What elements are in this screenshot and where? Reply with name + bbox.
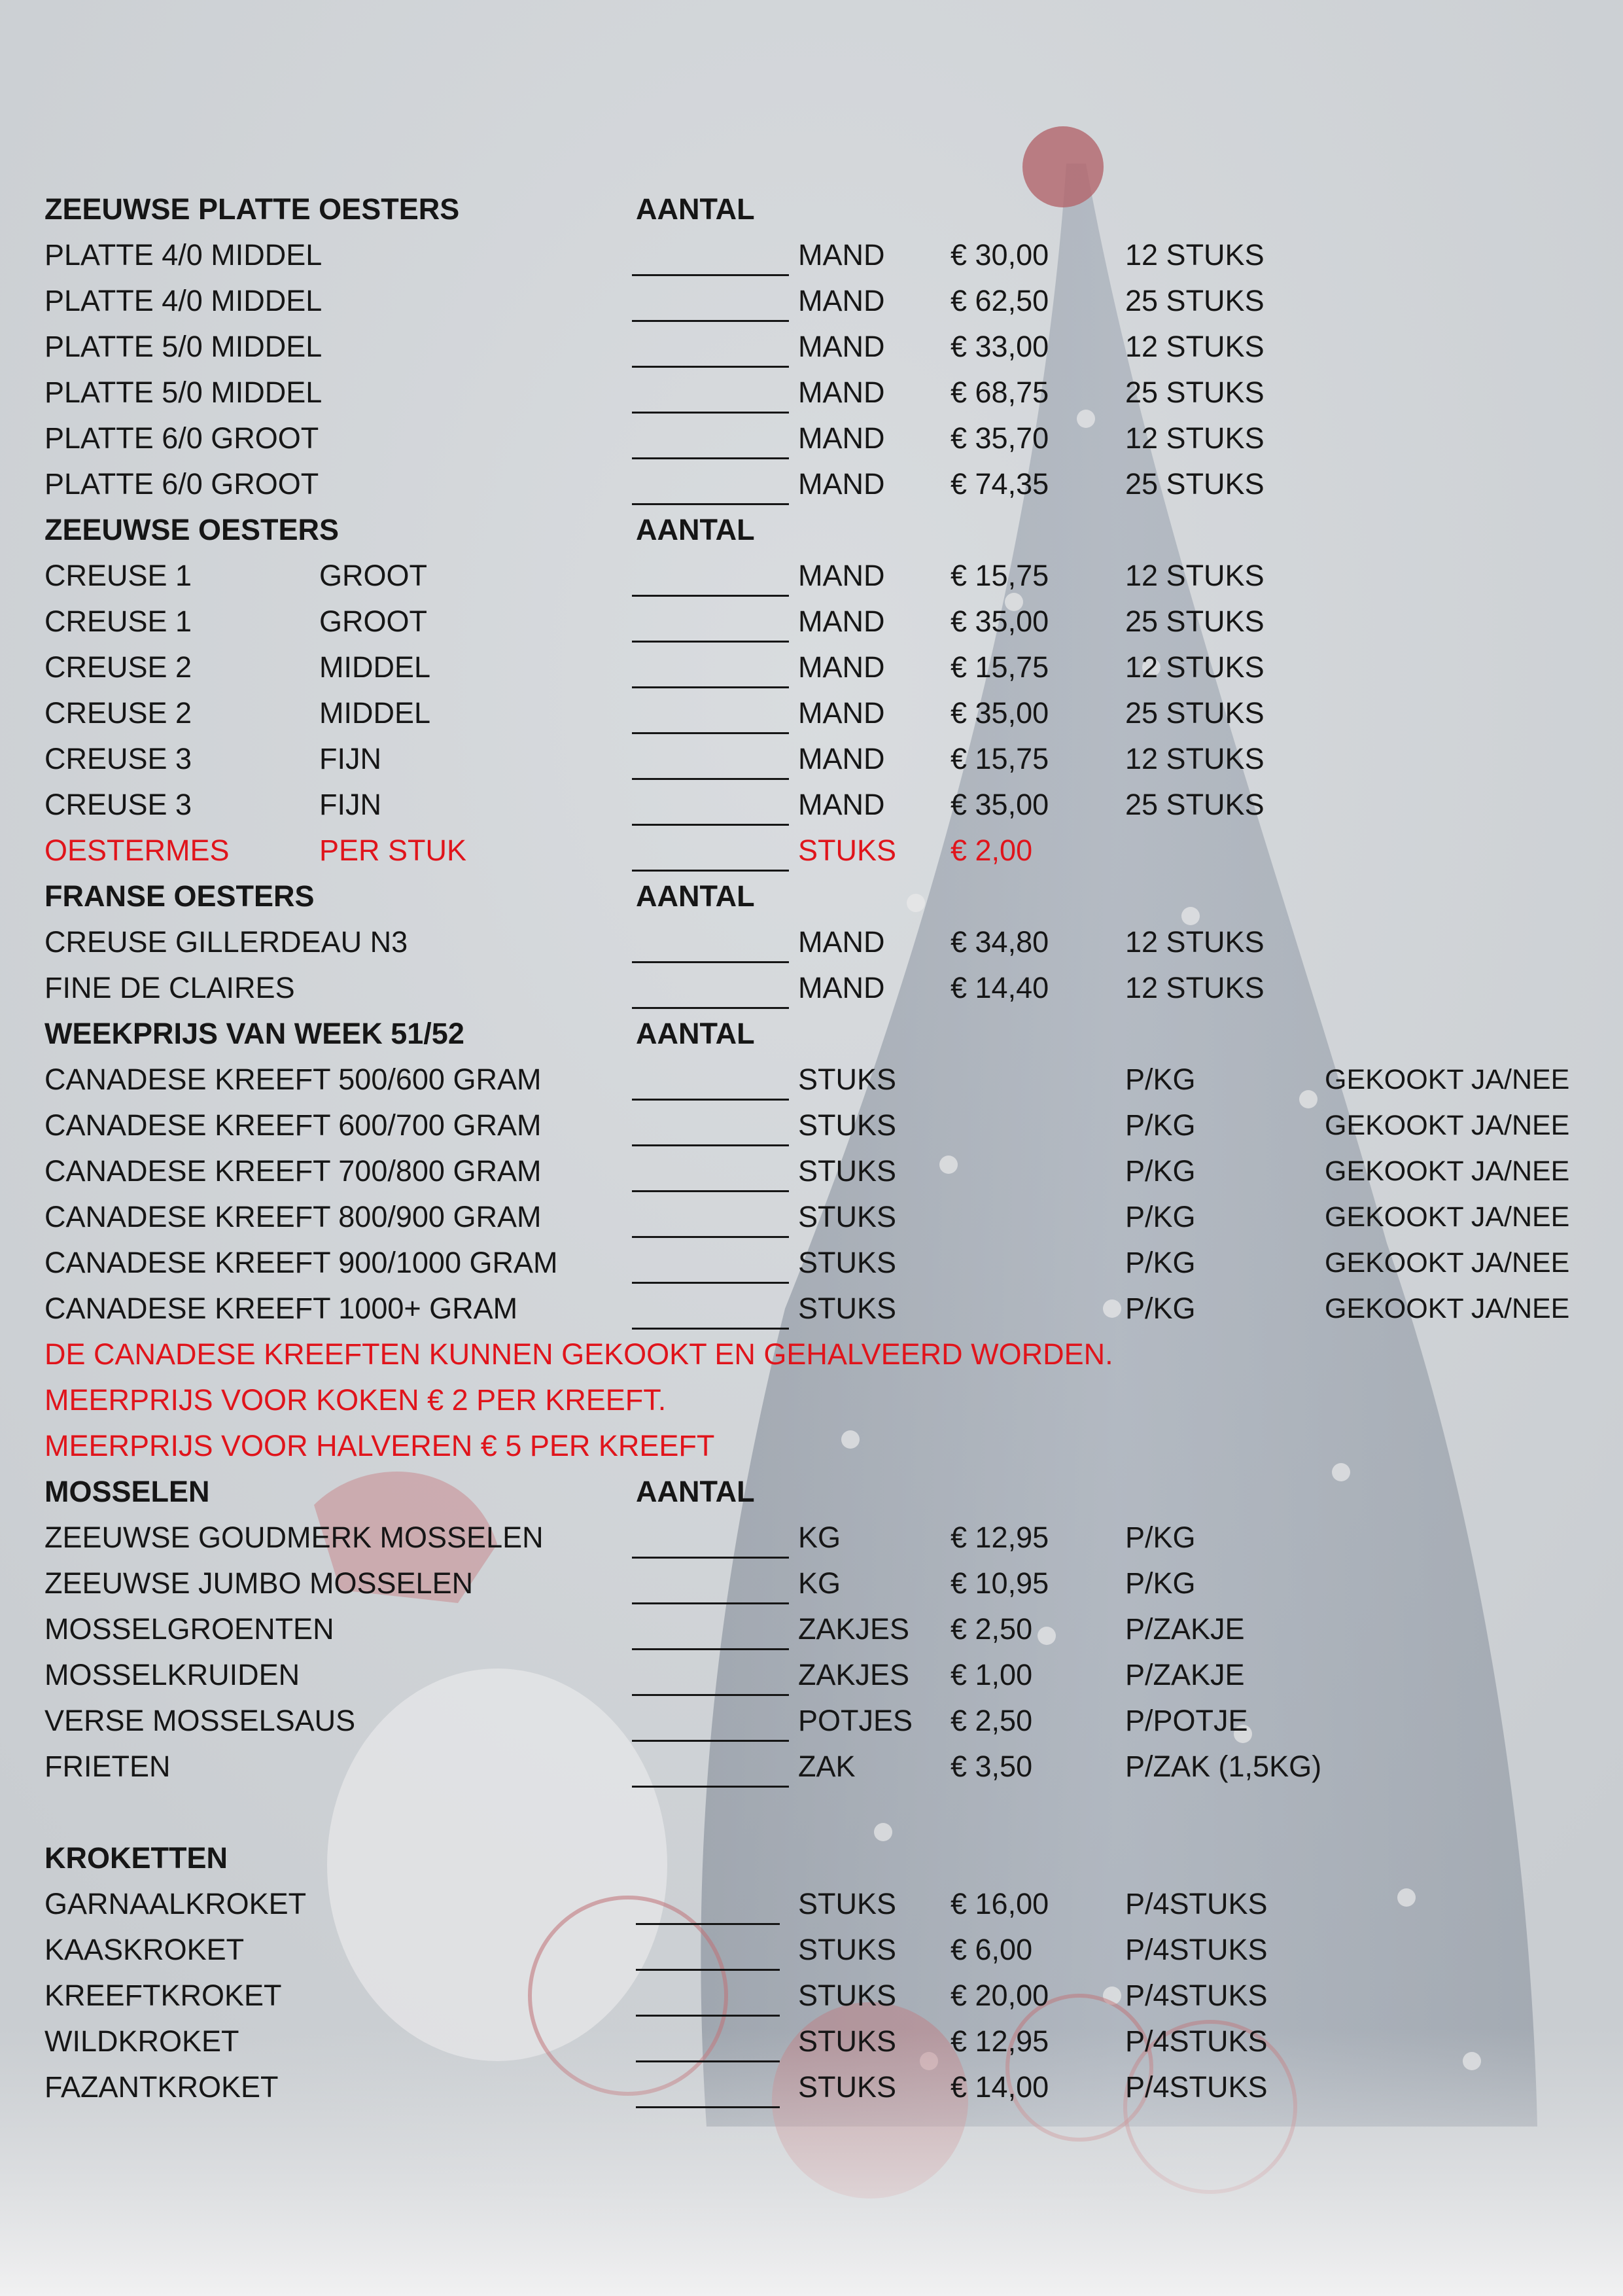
product-price: € 6,00 (951, 1933, 1033, 1966)
product-name: PLATTE 5/0 MIDDEL (44, 330, 323, 363)
order-unit: ZAKJES (798, 1612, 910, 1646)
quantity-entry-line[interactable] (632, 1606, 789, 1650)
order-unit: ZAK (798, 1750, 856, 1783)
product-name: CREUSE 3 (44, 788, 192, 821)
order-unit: MAND (798, 925, 885, 959)
section-title: ZEEUWSE OESTERS (44, 513, 340, 546)
aantal-column-header: AANTAL (636, 513, 755, 546)
product-row (0, 232, 1623, 278)
quantity-entry-line[interactable] (632, 1515, 789, 1559)
product-price: € 10,95 (951, 1566, 1049, 1600)
product-row (0, 1698, 1623, 1744)
quantity-entry-line[interactable] (636, 2019, 780, 2062)
note-text: DE CANADESE KREEFTEN KUNNEN GEKOOKT EN GEHALVEERD WORDEN. (44, 1337, 1113, 1371)
quantity-entry-line[interactable] (632, 1561, 789, 1604)
order-unit: MAND (798, 467, 885, 501)
product-row (0, 370, 1623, 415)
order-unit: MAND (798, 971, 885, 1004)
section-title: MOSSELEN (44, 1475, 210, 1508)
pack-size: P/KG (1125, 1063, 1196, 1096)
product-price: € 2,00 (951, 834, 1033, 867)
product-price: € 15,75 (951, 559, 1049, 592)
order-unit: MAND (798, 742, 885, 775)
product-name: CANADESE KREEFT 900/1000 GRAM (44, 1246, 558, 1279)
order-unit: MAND (798, 696, 885, 730)
quantity-entry-line[interactable] (632, 1652, 789, 1696)
product-name: CANADESE KREEFT 600/700 GRAM (44, 1108, 542, 1142)
quantity-entry-line[interactable] (632, 690, 789, 734)
product-row (0, 415, 1623, 461)
product-name: PLATTE 4/0 MIDDEL (44, 238, 323, 272)
order-unit: STUKS (798, 1933, 897, 1966)
product-row (0, 1927, 1623, 1973)
product-name: CREUSE GILLERDEAU N3 (44, 925, 408, 959)
product-price: € 74,35 (951, 467, 1049, 501)
order-unit: MAND (798, 284, 885, 317)
product-price: € 14,00 (951, 2070, 1049, 2104)
product-price: € 35,00 (951, 605, 1049, 638)
order-unit: STUKS (798, 1887, 897, 1920)
pack-size: 12 STUKS (1125, 559, 1265, 592)
quantity-entry-line[interactable] (632, 1698, 789, 1742)
section-title: ZEEUWSE PLATTE OESTERS (44, 192, 460, 226)
pack-size: P/KG (1125, 1566, 1196, 1600)
product-row (0, 599, 1623, 645)
note-row (0, 1377, 1623, 1423)
product-row (0, 919, 1623, 965)
quantity-entry-line[interactable] (632, 324, 789, 368)
pack-size: P/KG (1125, 1200, 1196, 1233)
product-name: KAASKROKET (44, 1933, 245, 1966)
product-name: PLATTE 5/0 MIDDEL (44, 376, 323, 409)
quantity-entry-line[interactable] (632, 1148, 789, 1192)
cooked-option[interactable]: GEKOOKT JA/NEE (1325, 1293, 1570, 1324)
product-row (0, 1148, 1623, 1194)
order-unit: MAND (798, 788, 885, 821)
quantity-entry-line[interactable] (632, 1194, 789, 1238)
product-price: € 20,00 (951, 1979, 1049, 2012)
pack-size: P/KG (1125, 1246, 1196, 1279)
cooked-option[interactable]: GEKOOKT JA/NEE (1325, 1110, 1570, 1141)
pack-size: P/4STUKS (1125, 1979, 1268, 2012)
product-price: € 35,70 (951, 421, 1049, 455)
quantity-entry-line[interactable] (632, 782, 789, 826)
product-grade: FIJN (319, 742, 381, 775)
product-price: € 12,95 (951, 1521, 1049, 1554)
order-unit: MAND (798, 559, 885, 592)
product-grade: GROOT (319, 605, 427, 638)
cooked-option[interactable]: GEKOOKT JA/NEE (1325, 1064, 1570, 1095)
product-price: € 15,75 (951, 742, 1049, 775)
aantal-column-header: AANTAL (636, 879, 755, 913)
order-unit: MAND (798, 421, 885, 455)
pack-size: P/KG (1125, 1108, 1196, 1142)
order-unit: MAND (798, 238, 885, 272)
order-unit: POTJES (798, 1704, 913, 1737)
pack-size: 25 STUKS (1125, 376, 1265, 409)
product-row (0, 1744, 1623, 1790)
order-unit: STUKS (798, 1108, 897, 1142)
section-title: FRANSE OESTERS (44, 879, 315, 913)
product-row (0, 1240, 1623, 1286)
quantity-entry-line[interactable] (632, 1240, 789, 1284)
pack-size: 12 STUKS (1125, 925, 1265, 959)
product-name: PLATTE 6/0 GROOT (44, 467, 319, 501)
note-text: MEERPRIJS VOOR KOKEN € 2 PER KREEFT. (44, 1383, 667, 1417)
product-price: € 68,75 (951, 376, 1049, 409)
section-header (0, 1835, 1623, 1881)
product-name: CANADESE KREEFT 700/800 GRAM (44, 1154, 542, 1188)
product-price: € 14,40 (951, 971, 1049, 1004)
product-name: MOSSELKRUIDEN (44, 1658, 300, 1691)
quantity-entry-line[interactable] (632, 1744, 789, 1788)
product-price: € 15,75 (951, 650, 1049, 684)
section-header (0, 874, 1623, 919)
aantal-column-header: AANTAL (636, 1475, 755, 1508)
product-price: € 2,50 (951, 1612, 1033, 1646)
order-unit: STUKS (798, 1292, 897, 1325)
cooked-option[interactable]: GEKOOKT JA/NEE (1325, 1247, 1570, 1279)
product-price: € 1,00 (951, 1658, 1033, 1691)
pack-size: P/ZAKJE (1125, 1658, 1245, 1691)
product-price: € 3,50 (951, 1750, 1033, 1783)
pack-size: 12 STUKS (1125, 650, 1265, 684)
product-name: ZEEUWSE GOUDMERK MOSSELEN (44, 1521, 544, 1554)
order-unit: MAND (798, 376, 885, 409)
quantity-entry-line[interactable] (632, 828, 789, 872)
product-name: CANADESE KREEFT 500/600 GRAM (44, 1063, 542, 1096)
product-name: CREUSE 2 (44, 650, 192, 684)
order-unit: KG (798, 1521, 841, 1554)
pack-size: P/POTJE (1125, 1704, 1248, 1737)
product-name: FINE DE CLAIRES (44, 971, 295, 1004)
pack-size: P/ZAK (1,5KG) (1125, 1750, 1322, 1783)
product-row (0, 965, 1623, 1011)
quantity-entry-line[interactable] (632, 461, 789, 505)
pack-size: P/KG (1125, 1154, 1196, 1188)
product-row (0, 1652, 1623, 1698)
product-price: € 35,00 (951, 696, 1049, 730)
product-row (0, 324, 1623, 370)
product-row (0, 1515, 1623, 1561)
product-name: KREEFTKROKET (44, 1979, 282, 2012)
quantity-entry-line[interactable] (636, 1973, 780, 2017)
pack-size: 25 STUKS (1125, 788, 1265, 821)
product-name: FRIETEN (44, 1750, 171, 1783)
product-name: CREUSE 1 (44, 605, 192, 638)
quantity-entry-line[interactable] (636, 2064, 780, 2108)
product-row (0, 461, 1623, 507)
quantity-entry-line[interactable] (636, 1927, 780, 1971)
product-row (0, 553, 1623, 599)
order-unit: MAND (798, 330, 885, 363)
quantity-entry-line[interactable] (632, 965, 789, 1009)
product-name: CREUSE 1 (44, 559, 192, 592)
pack-size: P/KG (1125, 1521, 1196, 1554)
aantal-column-header: AANTAL (636, 192, 755, 226)
product-row (0, 1286, 1623, 1332)
section-header (0, 1469, 1623, 1515)
quantity-entry-line[interactable] (632, 599, 789, 643)
order-unit: STUKS (798, 1063, 897, 1096)
order-unit: STUKS (798, 834, 897, 867)
product-name: CREUSE 2 (44, 696, 192, 730)
product-name: FAZANTKROKET (44, 2070, 279, 2104)
product-row (0, 1057, 1623, 1103)
product-price: € 35,00 (951, 788, 1049, 821)
quantity-entry-line[interactable] (632, 1286, 789, 1330)
note-row (0, 1423, 1623, 1469)
product-name: MOSSELGROENTEN (44, 1612, 334, 1646)
order-unit: STUKS (798, 1200, 897, 1233)
quantity-entry-line[interactable] (632, 415, 789, 459)
product-name: GARNAALKROKET (44, 1887, 307, 1920)
product-grade: MIDDEL (319, 696, 431, 730)
pack-size: 25 STUKS (1125, 605, 1265, 638)
product-price: € 34,80 (951, 925, 1049, 959)
pack-size: 12 STUKS (1125, 421, 1265, 455)
quantity-entry-line[interactable] (636, 1881, 780, 1925)
product-name: ZEEUWSE JUMBO MOSSELEN (44, 1566, 474, 1600)
product-grade: PER STUK (319, 834, 467, 867)
pack-size: 12 STUKS (1125, 238, 1265, 272)
product-name: VERSE MOSSELSAUS (44, 1704, 356, 1737)
quantity-entry-line[interactable] (632, 1057, 789, 1101)
product-name: PLATTE 6/0 GROOT (44, 421, 319, 455)
cooked-option[interactable]: GEKOOKT JA/NEE (1325, 1201, 1570, 1233)
note-text: MEERPRIJS VOOR HALVEREN € 5 PER KREEFT (44, 1429, 715, 1462)
order-unit: STUKS (798, 1154, 897, 1188)
quantity-entry-line[interactable] (632, 370, 789, 414)
pack-size: 25 STUKS (1125, 467, 1265, 501)
product-price: € 16,00 (951, 1887, 1049, 1920)
quantity-entry-line[interactable] (632, 1103, 789, 1146)
product-row (0, 278, 1623, 324)
pack-size: 12 STUKS (1125, 971, 1265, 1004)
pack-size: 12 STUKS (1125, 330, 1265, 363)
order-unit: STUKS (798, 2070, 897, 2104)
product-row (0, 2019, 1623, 2064)
product-row (0, 1561, 1623, 1606)
product-name: OESTERMES (44, 834, 230, 867)
pack-size: P/KG (1125, 1292, 1196, 1325)
note-row (0, 1332, 1623, 1377)
order-unit: STUKS (798, 2024, 897, 2058)
section-header (0, 1011, 1623, 1057)
product-name: PLATTE 4/0 MIDDEL (44, 284, 323, 317)
product-grade: MIDDEL (319, 650, 431, 684)
pack-size: P/ZAKJE (1125, 1612, 1245, 1646)
quantity-entry-line[interactable] (632, 553, 789, 597)
pack-size: P/4STUKS (1125, 1887, 1268, 1920)
order-unit: MAND (798, 605, 885, 638)
product-row (0, 1973, 1623, 2019)
product-name: CREUSE 3 (44, 742, 192, 775)
section-title: KROKETTEN (44, 1841, 228, 1875)
pack-size: P/4STUKS (1125, 1933, 1268, 1966)
product-price: € 2,50 (951, 1704, 1033, 1737)
aantal-column-header: AANTAL (636, 1017, 755, 1050)
pack-size: 25 STUKS (1125, 696, 1265, 730)
quantity-entry-line[interactable] (632, 919, 789, 963)
order-unit: ZAKJES (798, 1658, 910, 1691)
product-row (0, 782, 1623, 828)
quantity-entry-line[interactable] (632, 645, 789, 688)
product-row (0, 736, 1623, 782)
product-name: CANADESE KREEFT 800/900 GRAM (44, 1200, 542, 1233)
product-price: € 62,50 (951, 284, 1049, 317)
quantity-entry-line[interactable] (632, 232, 789, 276)
quantity-entry-line[interactable] (632, 278, 789, 322)
cooked-option[interactable]: GEKOOKT JA/NEE (1325, 1156, 1570, 1187)
order-unit: KG (798, 1566, 841, 1600)
product-row (0, 1606, 1623, 1652)
pack-size: P/4STUKS (1125, 2070, 1268, 2104)
product-name: CANADESE KREEFT 1000+ GRAM (44, 1292, 518, 1325)
product-row (0, 645, 1623, 690)
product-row (0, 1881, 1623, 1927)
product-row (0, 690, 1623, 736)
product-row (0, 1194, 1623, 1240)
product-grade: FIJN (319, 788, 381, 821)
order-unit: STUKS (798, 1979, 897, 2012)
product-name: WILDKROKET (44, 2024, 239, 2058)
product-price: € 33,00 (951, 330, 1049, 363)
section-title: WEEKPRIJS VAN WEEK 51/52 (44, 1017, 464, 1050)
pack-size: P/4STUKS (1125, 2024, 1268, 2058)
order-unit: STUKS (798, 1246, 897, 1279)
quantity-entry-line[interactable] (632, 736, 789, 780)
product-row (0, 1103, 1623, 1148)
pack-size: 12 STUKS (1125, 742, 1265, 775)
order-unit: MAND (798, 650, 885, 684)
section-header (0, 507, 1623, 553)
product-price: € 30,00 (951, 238, 1049, 272)
product-row (0, 828, 1623, 874)
product-row (0, 2064, 1623, 2110)
pack-size: 25 STUKS (1125, 284, 1265, 317)
section-header (0, 186, 1623, 232)
product-price: € 12,95 (951, 2024, 1049, 2058)
product-grade: GROOT (319, 559, 427, 592)
